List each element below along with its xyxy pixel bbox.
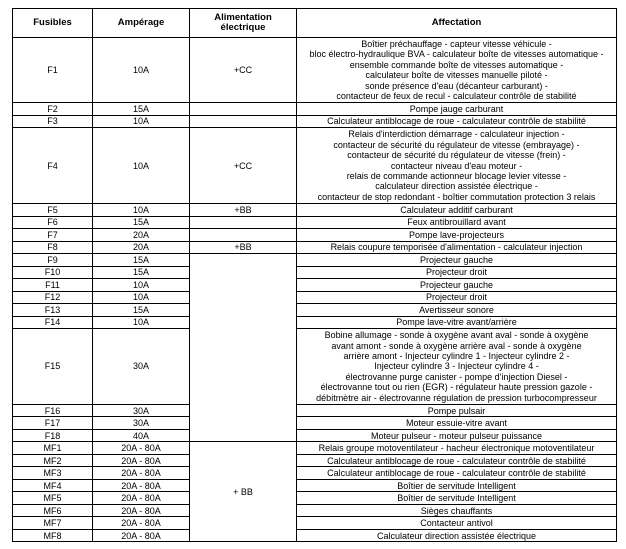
affectation-cell xyxy=(297,316,617,329)
affectation-line: Relais groupe motoventilateur - hacheur électronique motoventilateur xyxy=(318,443,595,454)
table-row xyxy=(13,304,617,317)
table-row xyxy=(13,241,617,254)
affectation-line: Contacteur antivol xyxy=(420,518,493,529)
affectation-cell xyxy=(297,492,617,505)
amperage-cell: 10A xyxy=(93,204,190,217)
table-row xyxy=(13,504,617,517)
affectation-line: Calculateur direction assistée électrique xyxy=(376,530,537,541)
table-row xyxy=(13,128,617,204)
amperage-cell: 15A xyxy=(93,254,190,267)
affectation-cell xyxy=(297,467,617,480)
fuse-table xyxy=(12,8,617,542)
amperage-cell: 20A - 80A xyxy=(93,454,190,467)
fuse-cell: F6 xyxy=(13,216,93,229)
affectation-cell xyxy=(297,504,617,517)
fuse-cell: F15 xyxy=(13,329,93,405)
amperage-cell: 10A xyxy=(93,128,190,204)
affectation-line: Boîtier de servitude Intelligent xyxy=(397,480,516,491)
amperage-cell: 15A xyxy=(93,266,190,279)
affectation-cell xyxy=(297,229,617,242)
table-row xyxy=(13,279,617,292)
table-row xyxy=(13,467,617,480)
fuse-cell: F9 xyxy=(13,254,93,267)
table-row xyxy=(13,291,617,304)
header-alimentation: Alimentation électrique xyxy=(190,9,297,38)
affectation-cell xyxy=(297,429,617,442)
affectation-line: Projecteur droit xyxy=(425,292,488,303)
table-row xyxy=(13,254,617,267)
table-row xyxy=(13,103,617,116)
table-row xyxy=(13,529,617,542)
affectation-line: ensemble commande boîte de vitesses automatique - xyxy=(349,59,564,70)
affectation-cell xyxy=(297,115,617,128)
fuse-cell: F13 xyxy=(13,304,93,317)
affectation-line: calculateur boîte de vitesses manuelle piloté - xyxy=(365,70,548,81)
amperage-cell: 20A - 80A xyxy=(93,492,190,505)
table-row xyxy=(13,479,617,492)
fuse-cell: MF2 xyxy=(13,454,93,467)
affectation-cell xyxy=(297,529,617,542)
affectation-line: sonde présence d'eau (décanteur carburant) - xyxy=(365,80,548,91)
affectation-line: Calculateur additif carburant xyxy=(400,204,513,215)
fuse-cell: MF5 xyxy=(13,492,93,505)
affectation-line: Calculateur antiblocage de roue - calculateur contrôle de stabilité xyxy=(327,455,586,466)
affectation-line: arrière amont - Injecteur cylindre 1 - Injecteur cylindre 2 - xyxy=(343,351,570,361)
affectation-line: Boîtier préchauffage - capteur vitesse véhicule - xyxy=(361,39,552,50)
fuse-cell: F7 xyxy=(13,229,93,242)
affectation-line: Boîtier de servitude Intelligent xyxy=(397,493,516,504)
amperage-cell: 10A xyxy=(93,291,190,304)
table-row xyxy=(13,38,617,103)
affectation-line: Avertisseur sonore xyxy=(419,304,494,315)
affectation-cell xyxy=(297,38,617,103)
amperage-cell: 10A xyxy=(93,316,190,329)
affectation-line: Sièges chauffants xyxy=(420,505,493,516)
affectation-line: contacteur niveau d'eau moteur - xyxy=(390,160,523,171)
fuse-cell: MF7 xyxy=(13,517,93,530)
table-row xyxy=(13,404,617,417)
amperage-cell: 30A xyxy=(93,329,190,405)
affectation-cell xyxy=(297,404,617,417)
fuse-cell: F10 xyxy=(13,266,93,279)
fuse-cell: F2 xyxy=(13,103,93,116)
affectation-line: relais de commande actionneur blocage levier vitesse - xyxy=(346,170,567,181)
table-row xyxy=(13,492,617,505)
affectation-line: Calculateur antiblocage de roue - calculateur contrôle de stabilité xyxy=(327,468,586,479)
fuse-cell: F11 xyxy=(13,279,93,292)
table-row xyxy=(13,316,617,329)
affectation-line: Pompe lave-vitre avant/arrière xyxy=(396,317,517,328)
fuse-cell: F1 xyxy=(13,38,93,103)
affectation-line: avant amont - sonde à oxygène arrière aval - sonde à oxygène xyxy=(331,340,582,351)
alimentation-cell: +CC xyxy=(190,128,297,204)
fuse-cell: F17 xyxy=(13,417,93,430)
amperage-cell: 15A xyxy=(93,216,190,229)
alimentation-cell xyxy=(190,254,297,442)
fuse-cell: F3 xyxy=(13,115,93,128)
alimentation-cell xyxy=(190,115,297,128)
affectation-line: Pompe lave-projecteurs xyxy=(408,229,505,240)
table-row xyxy=(13,454,617,467)
amperage-cell: 40A xyxy=(93,429,190,442)
affectation-cell xyxy=(297,279,617,292)
table-row xyxy=(13,115,617,128)
affectation-line: électrovanne purge canister - pompe d'injection Diesel - xyxy=(345,371,568,382)
header-fusibles: Fusibles xyxy=(13,9,93,38)
affectation-cell xyxy=(297,241,617,254)
affectation-cell xyxy=(297,304,617,317)
fuse-cell: F18 xyxy=(13,429,93,442)
fuse-table-container xyxy=(12,8,616,542)
affectation-line: contacteur de sécurité du régulateur de vitesse (frein) - xyxy=(347,150,566,161)
affectation-cell xyxy=(297,517,617,530)
amperage-cell: 30A xyxy=(93,404,190,417)
affectation-line: Projecteur droit xyxy=(425,267,488,278)
affectation-cell xyxy=(297,254,617,267)
amperage-cell: 10A xyxy=(93,115,190,128)
affectation-cell xyxy=(297,479,617,492)
table-row xyxy=(13,517,617,530)
fuse-cell: MF6 xyxy=(13,504,93,517)
affectation-line: Feux antibrouillard avant xyxy=(407,217,506,228)
alimentation-cell: + BB xyxy=(190,442,297,542)
table-row xyxy=(13,442,617,455)
affectation-line: contacteur de sécurité du régulateur de vitesse (embrayage) - xyxy=(333,139,580,150)
header-amperage: Ampérage xyxy=(93,9,190,38)
amperage-cell: 15A xyxy=(93,304,190,317)
affectation-line: Projecteur gauche xyxy=(419,279,494,290)
table-row xyxy=(13,429,617,442)
affectation-line: Pompe jauge carburant xyxy=(409,103,504,114)
alimentation-cell xyxy=(190,103,297,116)
amperage-cell: 30A xyxy=(93,417,190,430)
table-row xyxy=(13,204,617,217)
table-row xyxy=(13,229,617,242)
table-row xyxy=(13,216,617,229)
table-row xyxy=(13,329,617,405)
fuse-cell: F8 xyxy=(13,241,93,254)
affectation-line: électrovanne tout ou rien (EGR) - régulateur haute pression gazole - xyxy=(320,382,593,393)
fuse-cell: F5 xyxy=(13,204,93,217)
amperage-cell: 15A xyxy=(93,103,190,116)
fuse-cell: MF1 xyxy=(13,442,93,455)
affectation-line: Moteur pulseur - moteur pulseur puissance xyxy=(370,430,543,441)
affectation-line: Pompe pulsair xyxy=(427,405,486,416)
affectation-line: calculateur direction assistée électrique - xyxy=(375,181,538,192)
fuse-cell: MF4 xyxy=(13,479,93,492)
fuse-cell: MF3 xyxy=(13,467,93,480)
affectation-cell xyxy=(297,442,617,455)
amperage-cell: 20A - 80A xyxy=(93,504,190,517)
fuse-cell: F12 xyxy=(13,291,93,304)
affectation-cell xyxy=(297,329,617,405)
amperage-cell: 20A - 80A xyxy=(93,442,190,455)
affectation-line: Calculateur antiblocage de roue - calculateur contrôle de stabilité xyxy=(327,116,586,127)
affectation-cell xyxy=(297,454,617,467)
affectation-line: Relais d'interdiction démarrage - calculateur injection - xyxy=(348,129,565,140)
affectation-cell xyxy=(297,128,617,204)
affectation-line: Bobine allumage - sonde à oxygène avant aval - sonde à oxygène xyxy=(324,330,589,341)
fuse-cell: F4 xyxy=(13,128,93,204)
fuse-cell: F16 xyxy=(13,404,93,417)
affectation-line: contacteur de stop redondant - boîtier commutation protection 3 relais xyxy=(317,191,596,202)
affectation-cell xyxy=(297,417,617,430)
affectation-line: Projecteur gauche xyxy=(419,254,494,265)
table-header-row xyxy=(13,9,617,38)
affectation-line: Injecteur cylindre 3 - Injecteur cylindre 4 - xyxy=(374,361,539,372)
header-affectation: Affectation xyxy=(297,9,617,38)
fuse-cell: MF8 xyxy=(13,529,93,542)
affectation-line: bloc électro-hydraulique BVA - calculateur boîte de vitesses automatique - xyxy=(309,49,604,60)
fuse-cell: F14 xyxy=(13,316,93,329)
amperage-cell: 20A xyxy=(93,241,190,254)
table-row xyxy=(13,417,617,430)
amperage-cell: 20A - 80A xyxy=(93,467,190,480)
fuse-table-body xyxy=(13,38,617,542)
affectation-line: Moteur essuie-vitre avant xyxy=(405,418,508,429)
amperage-cell: 10A xyxy=(93,38,190,103)
affectation-cell xyxy=(297,216,617,229)
amperage-cell: 10A xyxy=(93,279,190,292)
amperage-cell: 20A - 80A xyxy=(93,479,190,492)
affectation-cell xyxy=(297,103,617,116)
alimentation-cell: +CC xyxy=(190,38,297,103)
amperage-cell: 20A - 80A xyxy=(93,529,190,542)
amperage-cell: 20A - 80A xyxy=(93,517,190,530)
table-row xyxy=(13,266,617,279)
alimentation-cell xyxy=(190,216,297,229)
alimentation-cell xyxy=(190,229,297,242)
amperage-cell: 20A xyxy=(93,229,190,242)
affectation-line: débitmètre air - électrovanne régulation de pression turbocompresseur xyxy=(316,392,597,403)
affectation-cell xyxy=(297,204,617,217)
affectation-line: contacteur de feux de recul - calculateur contrôle de stabilité xyxy=(336,90,577,101)
alimentation-cell: +BB xyxy=(190,204,297,217)
affectation-cell xyxy=(297,291,617,304)
affectation-line: Relais coupure temporisée d'alimentation - calculateur injection xyxy=(330,242,583,253)
alimentation-cell: +BB xyxy=(190,241,297,254)
affectation-cell xyxy=(297,266,617,279)
